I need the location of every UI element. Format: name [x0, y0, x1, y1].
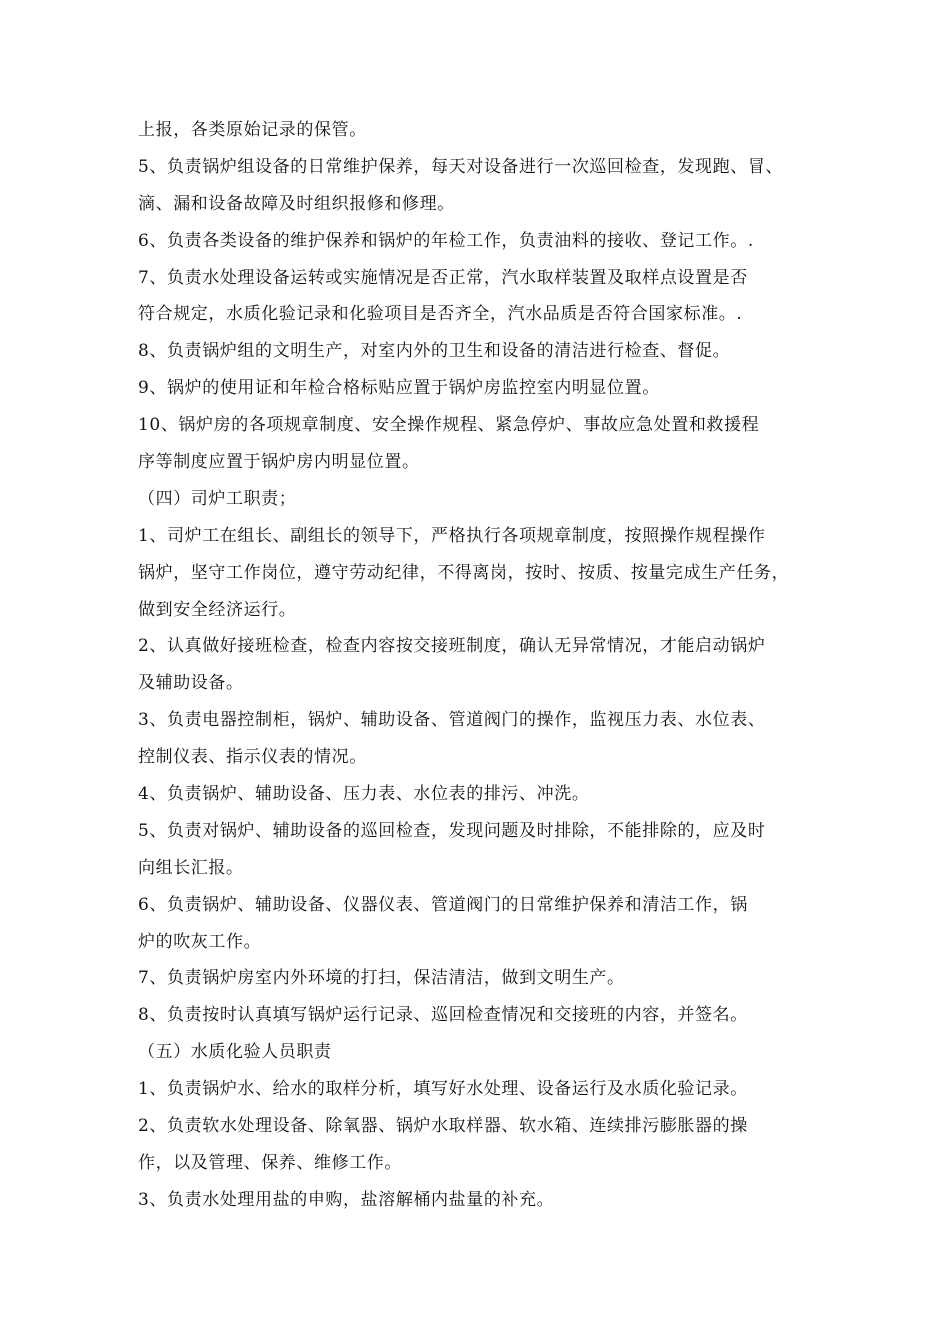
section-heading: （四）司炉工职责； — [138, 488, 297, 509]
text-line: 5、负责锅炉组设备的日常维护保养，每天对设备进行一次巡回检查，发现跑、冒、 — [138, 156, 784, 177]
text-line: 作，以及管理、保养、维修工作。 — [138, 1152, 402, 1173]
text-line: 8、负责按时认真填写锅炉运行记录、巡回检查情况和交接班的内容，并签名。 — [138, 1005, 748, 1026]
text-line: 4、负责锅炉、辅助设备、压力表、水位表的排污、冲洗。 — [138, 784, 590, 805]
text-line: 及辅助设备。 — [138, 673, 244, 694]
text-line: 控制仪表、指示仪表的情况。 — [138, 747, 367, 768]
text-line: 向组长汇报。 — [138, 857, 244, 878]
text-line: 7、负责锅炉房室内外环境的打扫，保洁清洁，做到文明生产。 — [138, 968, 625, 989]
text-line: 1、负责锅炉水、给水的取样分析，填写好水处理、设备运行及水质化验记录。 — [138, 1079, 748, 1100]
text-line: 10、锅炉房的各项规章制度、安全操作规程、紧急停炉、事故应急处置和救援程 — [138, 415, 760, 436]
text-line: 1、司炉工在组长、副组长的领导下，严格执行各项规章制度，按照操作规程操作 — [138, 525, 766, 546]
text-line: 7、负责水处理设备运转或实施情况是否正常，汽水取样装置及取样点设置是否 — [138, 267, 748, 288]
text-line: 炉的吹灰工作。 — [138, 931, 262, 952]
text-line: 滴、漏和设备故障及时组织报修和修理。 — [138, 193, 455, 214]
text-line: 8、负责锅炉组的文明生产，对室内外的卫生和设备的清洁进行检查、督促。 — [138, 341, 731, 362]
text-line: 2、认真做好接班检查，检查内容按交接班制度，确认无异常情况，才能启动锅炉 — [138, 636, 766, 657]
text-line: 3、负责电器控制柜，锅炉、辅助设备、管道阀门的操作，监视压力表、水位表、 — [138, 710, 766, 731]
document-body — [138, 112, 833, 1219]
text-line: 做到安全经济运行。 — [138, 599, 297, 620]
text-line: 上报，各类原始记录的保管。 — [138, 120, 367, 140]
text-line: 锅炉，坚守工作岗位，遵守劳动纪律，不得离岗，按时、按质、按量完成生产任务， — [138, 562, 790, 583]
section-heading: （五）水质化验人员职责 — [138, 1042, 332, 1063]
text-line: 9、锅炉的使用证和年检合格标贴应置于锅炉房监控室内明显位置。 — [138, 378, 660, 399]
text-line: 符合规定，水质化验记录和化验项目是否齐全，汽水品质是否符合国家标准。. — [138, 304, 743, 325]
text-line: 5、负责对锅炉、辅助设备的巡回检查，发现问题及时排除，不能排除的，应及时 — [138, 820, 766, 841]
text-line: 序等制度应置于锅炉房内明显位置。 — [138, 452, 420, 473]
text-line: 2、负责软水处理设备、除氧器、锅炉水取样器、软水箱、连续排污膨胀器的操 — [138, 1116, 748, 1137]
text-line: 3、负责水处理用盐的申购，盐溶解桶内盐量的补充。 — [138, 1189, 555, 1210]
text-line: 6、负责各类设备的维护保养和锅炉的年检工作，负责油料的接收、登记工作。. — [138, 230, 754, 251]
text-line: 6、负责锅炉、辅助设备、仪器仪表、管道阀门的日常维护保养和清洁工作，锅 — [138, 894, 748, 915]
